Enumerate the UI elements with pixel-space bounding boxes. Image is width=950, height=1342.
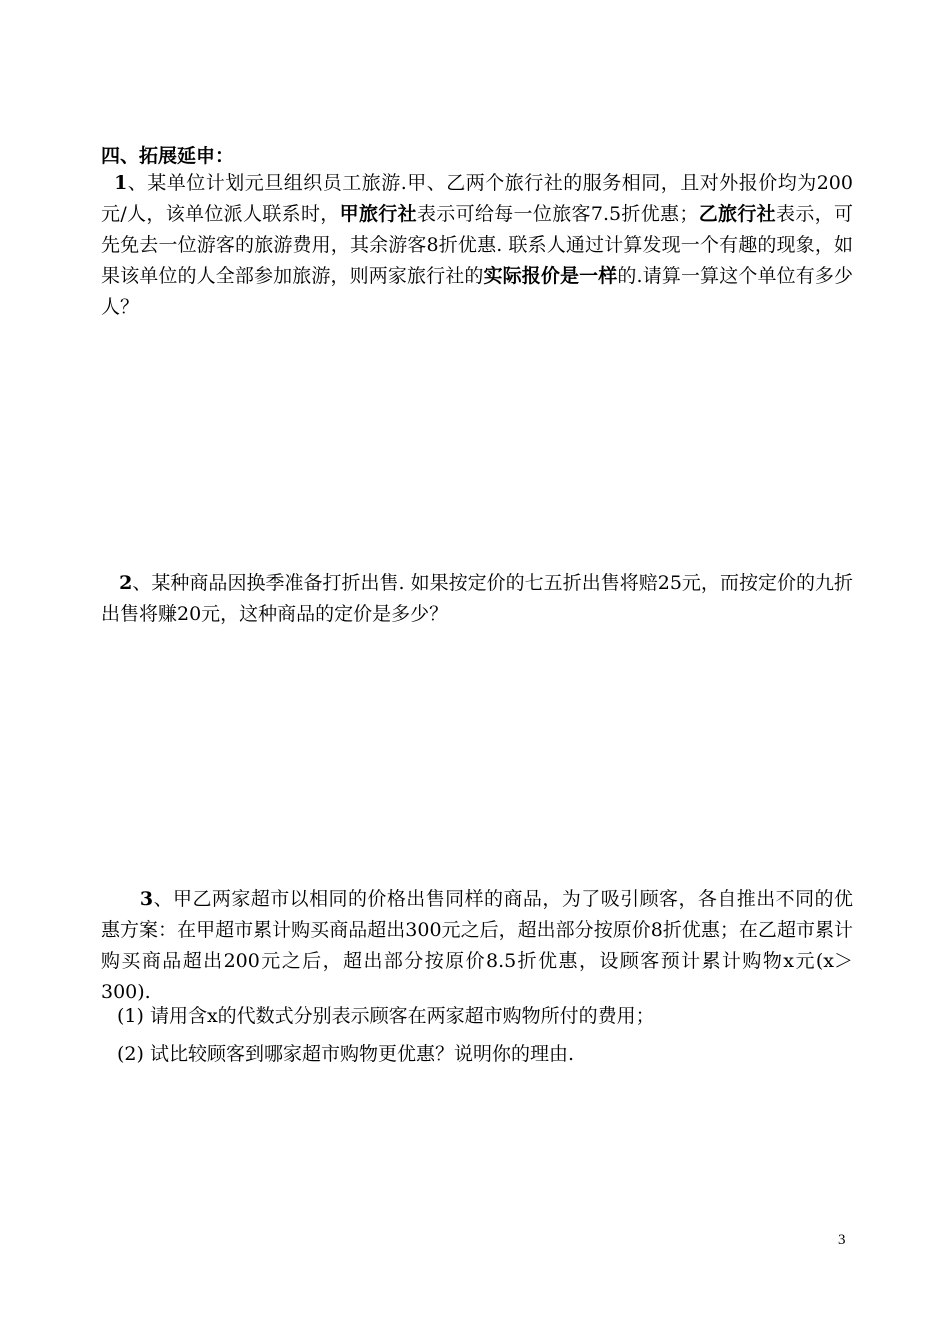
problem-3-text: 、甲乙两家超市以相同的价格出售同样的商品，为了吸引顾客，各自推出不同的优惠方案：在甲超市累计购买商品超出300元之后，超出部分按原价8折优惠；在乙超市累计购买商品超出200元之后，超出部分按原价8.5折优惠，设顾客预计累计购物x元(x＞300). (101, 888, 853, 1003)
problem-2 (101, 568, 853, 630)
problem-3-sub-2: (2) 试比较顾客到哪家超市购物更优惠？说明你的理由. (117, 1043, 574, 1065)
problem-1-text-d: 的.请算一算这个单位有多少人？ (101, 265, 853, 318)
problem-3 (101, 884, 853, 1008)
problem-1-bold-c: 实际报价是一样 (483, 265, 618, 287)
problem-3-sub-1: (1) 请用含x的代数式分别表示顾客在两家超市购物所付的费用； (117, 1005, 655, 1027)
problem-2-number: 2 (119, 572, 133, 594)
problem-1-text-b: 表示可给每一位旅客7.5折优惠； (416, 203, 699, 225)
problem-1-text-a: 、某单位计划元旦组织员工旅游.甲、乙两个旅行社的服务相同，且对外报价均为200元/人，该单位派人联系时， (101, 172, 853, 225)
problem-1-bold-b: 乙旅行社 (698, 203, 776, 225)
section-heading: 四、拓展延申： (101, 145, 235, 167)
problem-1-number: 1 (114, 172, 128, 194)
problem-1-text-c: 表示，可先免去一位游客的旅游费用，其余游客8折优惠. 联系人通过计算发现一个有趣的现象，如果该单位的人全部参加旅游，则两家旅行社的 (101, 203, 853, 287)
page-number: 3 (838, 1232, 846, 1248)
problem-3-number: 3 (139, 888, 154, 910)
problem-1-bold-a: 甲旅行社 (339, 203, 417, 225)
problem-1 (101, 168, 853, 323)
problem-2-text: 、某种商品因换季准备打折出售. 如果按定价的七五折出售将赔25元，而按定价的九折出售将赚20元，这种商品的定价是多少？ (101, 572, 853, 625)
